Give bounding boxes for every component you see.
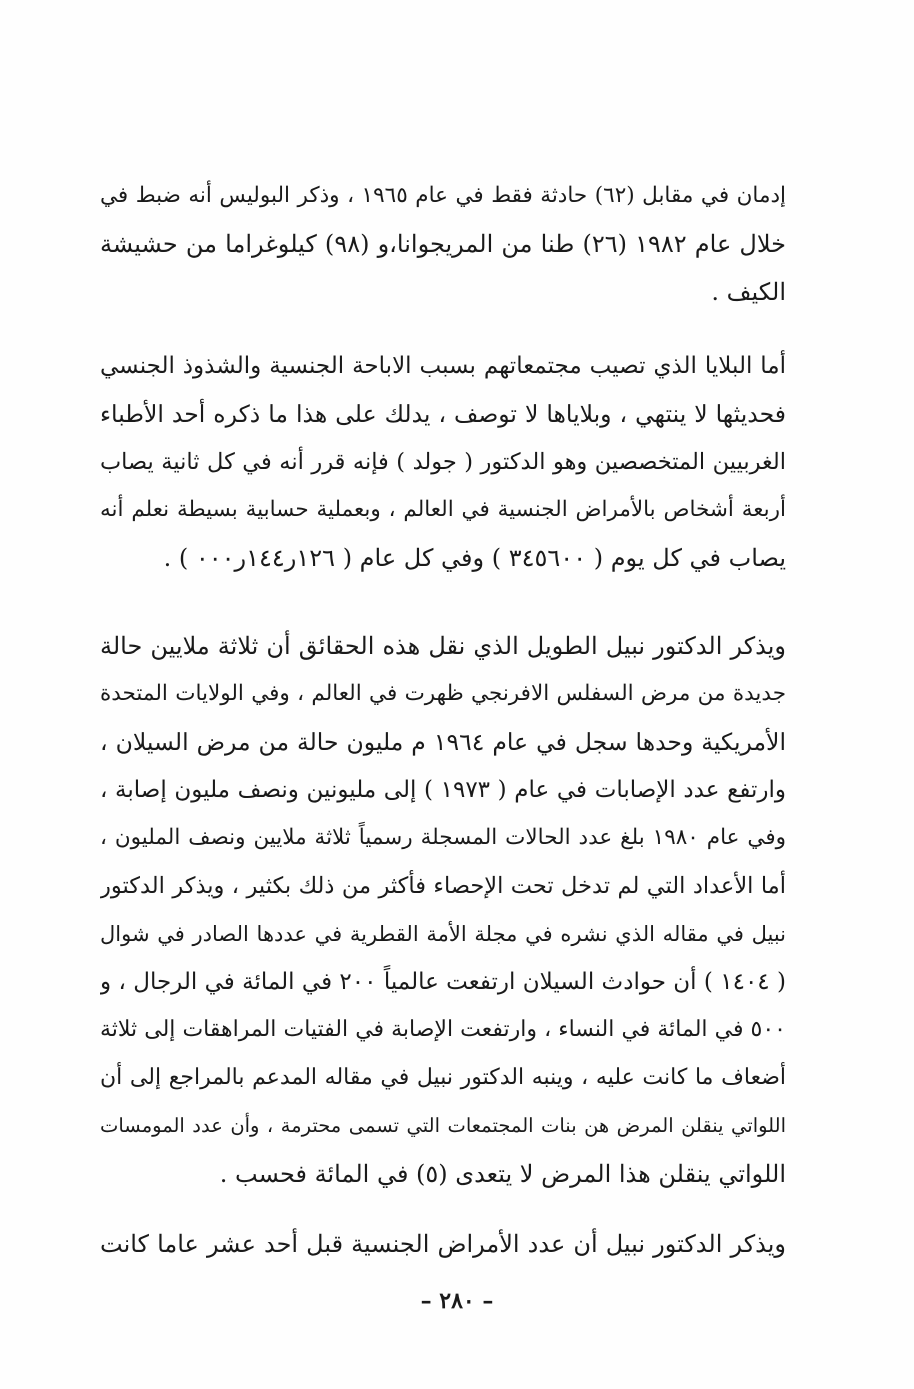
text-line: الكيف .: [711, 278, 786, 306]
text-line: اللواتي ينقلن المرض هن بنات المجتمعات التي تسمى محترمة ، وأن عدد المومسات: [100, 1114, 786, 1137]
text-line: جديدة من مرض السفلس الافرنجي ظهرت في العالم ، وفي الولايات المتحدة: [100, 681, 786, 706]
paragraph-4: [100, 1220, 786, 1268]
text-line: الغربيين المتخصصين وهو الدكتور ( جولد ) فإنه قرر أنه في كل ثانية يصاب: [100, 449, 786, 475]
text-line: خلال عام ١٩٨٢ (٢٦) طنا من المريجوانا،و (٩٨) كيلوغراما من حشيشة: [100, 230, 786, 258]
text-line: أما الأعداد التي لم تدخل تحت الإحصاء فأكثر من ذلك بكثير ، ويذكر الدكتور: [100, 873, 786, 899]
paragraph-3: [100, 622, 786, 1198]
text-line: أما البلايا الذي تصيب مجتمعاتهم بسبب الاباحة الجنسية والشذوذ الجنسي: [100, 353, 786, 379]
text-line: ( ١٤٠٤ ) أن حوادث السيلان ارتفعت عالمياً ٢٠٠ في المائة في الرجال ، و: [100, 969, 786, 995]
text-line: اللواتي ينقلن هذا المرض لا يتعدى (٥) في المائة فحسب .: [219, 1160, 786, 1188]
text-line: يصاب في كل يوم ( ٣٤٥٦٠٠ ) وفي كل عام ( ١٢٦ر١٤٤ر٠٠٠ ) .: [163, 544, 786, 572]
text-line: الأمريكية وحدها سجل في عام ١٩٦٤ م مليون حالة من مرض السيلان ،: [100, 728, 786, 756]
text-line: إدمان في مقابل (٦٢) حادثة فقط في عام ١٩٦٥ ، وذكر البوليس أنه ضبط في: [100, 183, 786, 208]
page-number: – ٢٨٠ –: [420, 1288, 494, 1314]
text-line: أضعاف ما كانت عليه ، وينبه الدكتور نبيل في مقاله المدعم بالمراجع إلى أن: [100, 1065, 786, 1090]
text-line: وارتفع عدد الإصابات في عام ( ١٩٧٣ ) إلى مليونين ونصف مليون إصابة ،: [100, 777, 786, 803]
text-line: أربعة أشخاص بالأمراض الجنسية في العالم ، وبعملية حسابية بسيطة نعلم أنه: [100, 497, 786, 522]
text-line: ويذكر الدكتور نبيل الطويل الذي نقل هذه الحقائق أن ثلاثة ملايين حالة: [100, 632, 786, 660]
paragraph-1: [100, 172, 786, 316]
text-line: ويذكر الدكتور نبيل أن عدد الأمراض الجنسية قبل أحد عشر عاما كانت: [100, 1230, 786, 1258]
paragraph-2: [100, 342, 786, 582]
text-line: نبيل في مقاله الذي نشره في مجلة الأمة القطرية في عددها الصادر في شوال: [100, 922, 786, 946]
text-line: ٥٠٠ في المائة في النساء ، وارتفعت الإصابة في الفتيات المراهقات إلى ثلاثة: [100, 1017, 786, 1042]
text-line: وفي عام ١٩٨٠ بلغ عدد الحالات المسجلة رسمياً ثلاثة ملايين ونصف المليون ،: [100, 825, 786, 850]
text-line: فحديثها لا ينتهي ، وبلاياها لا توصف ، يدلك على هذا ما ذكره أحد الأطباء: [100, 400, 786, 428]
